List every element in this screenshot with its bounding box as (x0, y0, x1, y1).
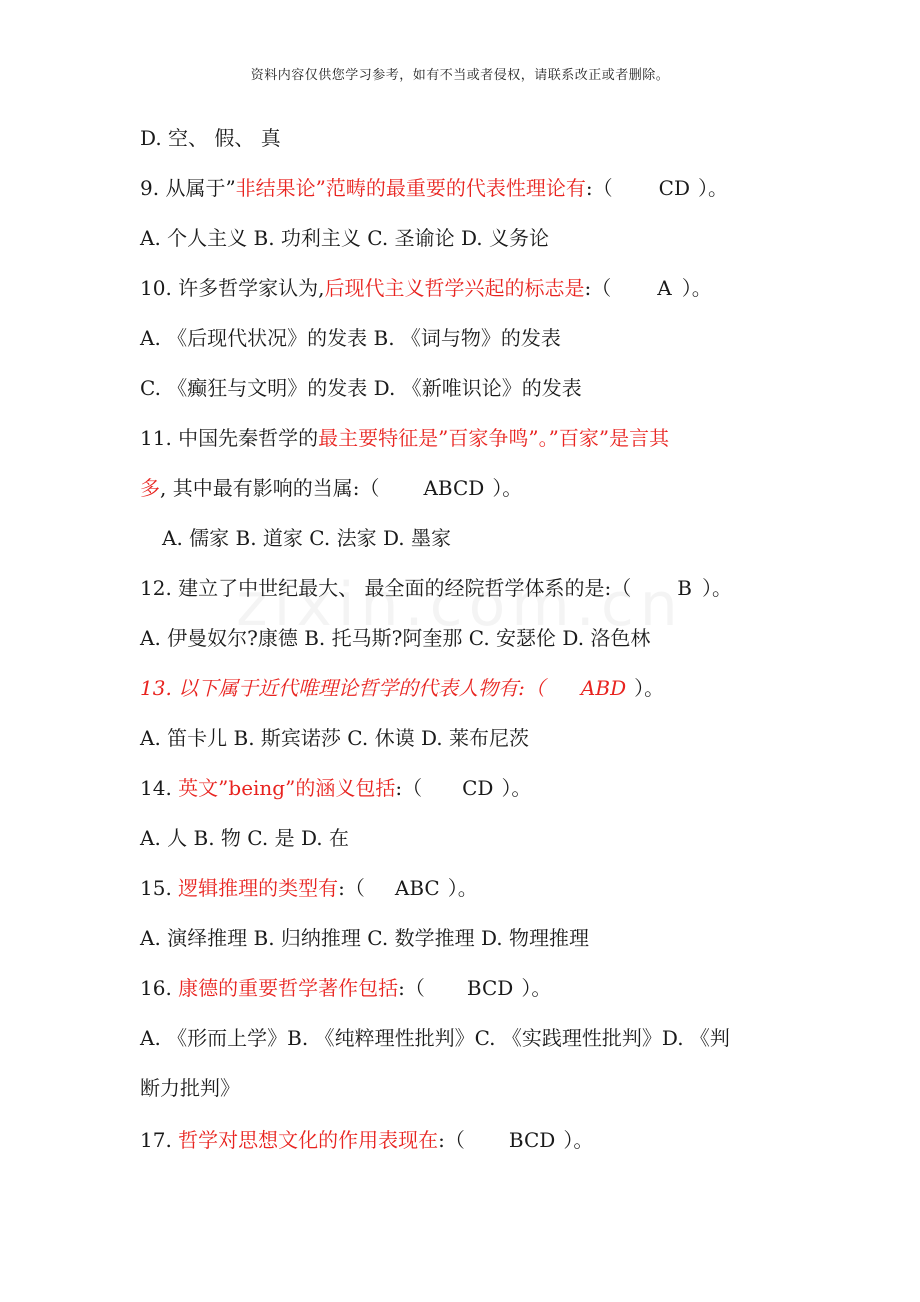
bracket-close: ）。 (492, 476, 523, 500)
option-line-8 (140, 126, 281, 150)
option-text: A. 《后现代状况》的发表 B. 《词与物》的发表 (140, 326, 561, 350)
answer-field: A (657, 276, 672, 300)
option-text: A. 笛卡儿 B. 斯宾诺莎 C. 休谟 D. 莱布尼茨 (140, 726, 529, 750)
bracket-close: ）。 (698, 176, 728, 200)
answer-field: CD (462, 776, 494, 800)
question-highlight: 哲学对思想文化的作用表现在 (178, 1128, 439, 1152)
bracket-open: :（ (438, 1128, 465, 1152)
question-12 (140, 576, 732, 600)
answer-field: ABCD (423, 476, 485, 500)
question-text: , 其中最有影响的当属:（ (160, 476, 380, 500)
disclaimer-notice: 资料内容仅供您学习参考，如有不当或者侵权，请联系改正或者删除。 (250, 68, 670, 83)
option-line-12 (140, 626, 650, 650)
bracket-open: :（ (585, 176, 613, 200)
question-11-continued (140, 476, 522, 500)
option-text: A. 儒家 B. 道家 C. 法家 D. 墨家 (162, 526, 451, 550)
option-text: D. 空、 假、 真 (140, 126, 281, 150)
question-17 (140, 1128, 593, 1152)
question-number: 17. (140, 1128, 172, 1152)
answer-field: CD (658, 176, 690, 200)
question-14 (140, 776, 531, 800)
question-16 (140, 976, 551, 1000)
option-line-13 (140, 726, 529, 750)
answer-field: BCD (508, 1128, 556, 1152)
option-line-14 (140, 826, 349, 850)
bracket-close: ）。 (634, 676, 665, 700)
answer-field: ABD (580, 676, 627, 700)
question-number: 14. (140, 776, 172, 800)
question-number: 15. (140, 876, 172, 900)
question-number: 10. 许多哲学家认为, (140, 276, 325, 300)
answer-field: BCD (466, 976, 514, 1000)
question-11 (140, 426, 669, 450)
option-text: C. 《癫狂与文明》的发表 D. 《新唯识论》的发表 (140, 376, 582, 400)
option-line-16b (140, 1076, 240, 1100)
option-text: A. 演绎推理 B. 归纳推理 C. 数学推理 D. 物理推理 (140, 926, 589, 950)
option-line-15 (140, 926, 589, 950)
bracket-close: ）。 (447, 876, 478, 900)
question-highlight: 非结果论”范畴的最重要的代表性理论有 (235, 176, 586, 200)
option-line-11 (162, 526, 451, 550)
option-line-10b (140, 376, 582, 400)
question-15 (140, 876, 478, 900)
question-highlight: 后现代主义哲学兴起的标志是 (324, 276, 585, 300)
question-number: 11. 中国先秦哲学的 (140, 426, 319, 450)
option-text: A. 人 B. 物 C. 是 D. 在 (140, 826, 349, 850)
option-text: A. 个人主义 B. 功利主义 C. 圣谕论 D. 义务论 (140, 226, 549, 250)
question-10 (140, 276, 712, 300)
question-highlight: 多 (140, 476, 160, 500)
bracket-close: ）。 (521, 976, 552, 1000)
option-line-10a (140, 326, 561, 350)
question-highlight: 康德的重要哲学著作包括 (178, 976, 399, 1000)
question-9 (140, 176, 728, 200)
answer-field: ABC (394, 876, 440, 900)
bracket-close: ）。 (701, 576, 732, 600)
question-number: 16. (140, 976, 172, 1000)
bracket-close: ）。 (681, 276, 712, 300)
question-highlight: 英文”being”的涵义包括 (178, 776, 396, 800)
option-text: 断力批判》 (140, 1076, 240, 1100)
bracket-open: :（ (395, 776, 423, 800)
option-text: A. 伊曼奴尔?康德 B. 托马斯?阿奎那 C. 安瑟伦 D. 洛色林 (140, 626, 651, 650)
question-highlight: 属于近代唯理论哲学的代表人物有:（ (218, 676, 545, 700)
bracket-close: ）。 (563, 1128, 594, 1152)
question-number: 13. 以下 (140, 676, 219, 700)
answer-field: B (677, 576, 692, 600)
option-text: A. 《形而上学》B. 《纯粹理性批判》C. 《实践理性批判》D. 《判 (140, 1026, 730, 1050)
question-13 (140, 676, 664, 700)
option-line-9 (140, 226, 549, 250)
question-text: 12. 建立了中世纪最大、 最全面的经院哲学体系的是:（ (140, 576, 632, 600)
bracket-open: :（ (584, 276, 612, 300)
bracket-close: ）。 (501, 776, 532, 800)
question-number: 9. 从属于” (140, 176, 236, 200)
question-highlight: 逻辑推理的类型有 (178, 876, 339, 900)
option-line-16a (140, 1026, 730, 1050)
bracket-open: :（ (398, 976, 425, 1000)
question-highlight: 最主要特征是”百家争鸣”。”百家”是言其 (318, 426, 670, 450)
bracket-open: :（ (338, 876, 365, 900)
